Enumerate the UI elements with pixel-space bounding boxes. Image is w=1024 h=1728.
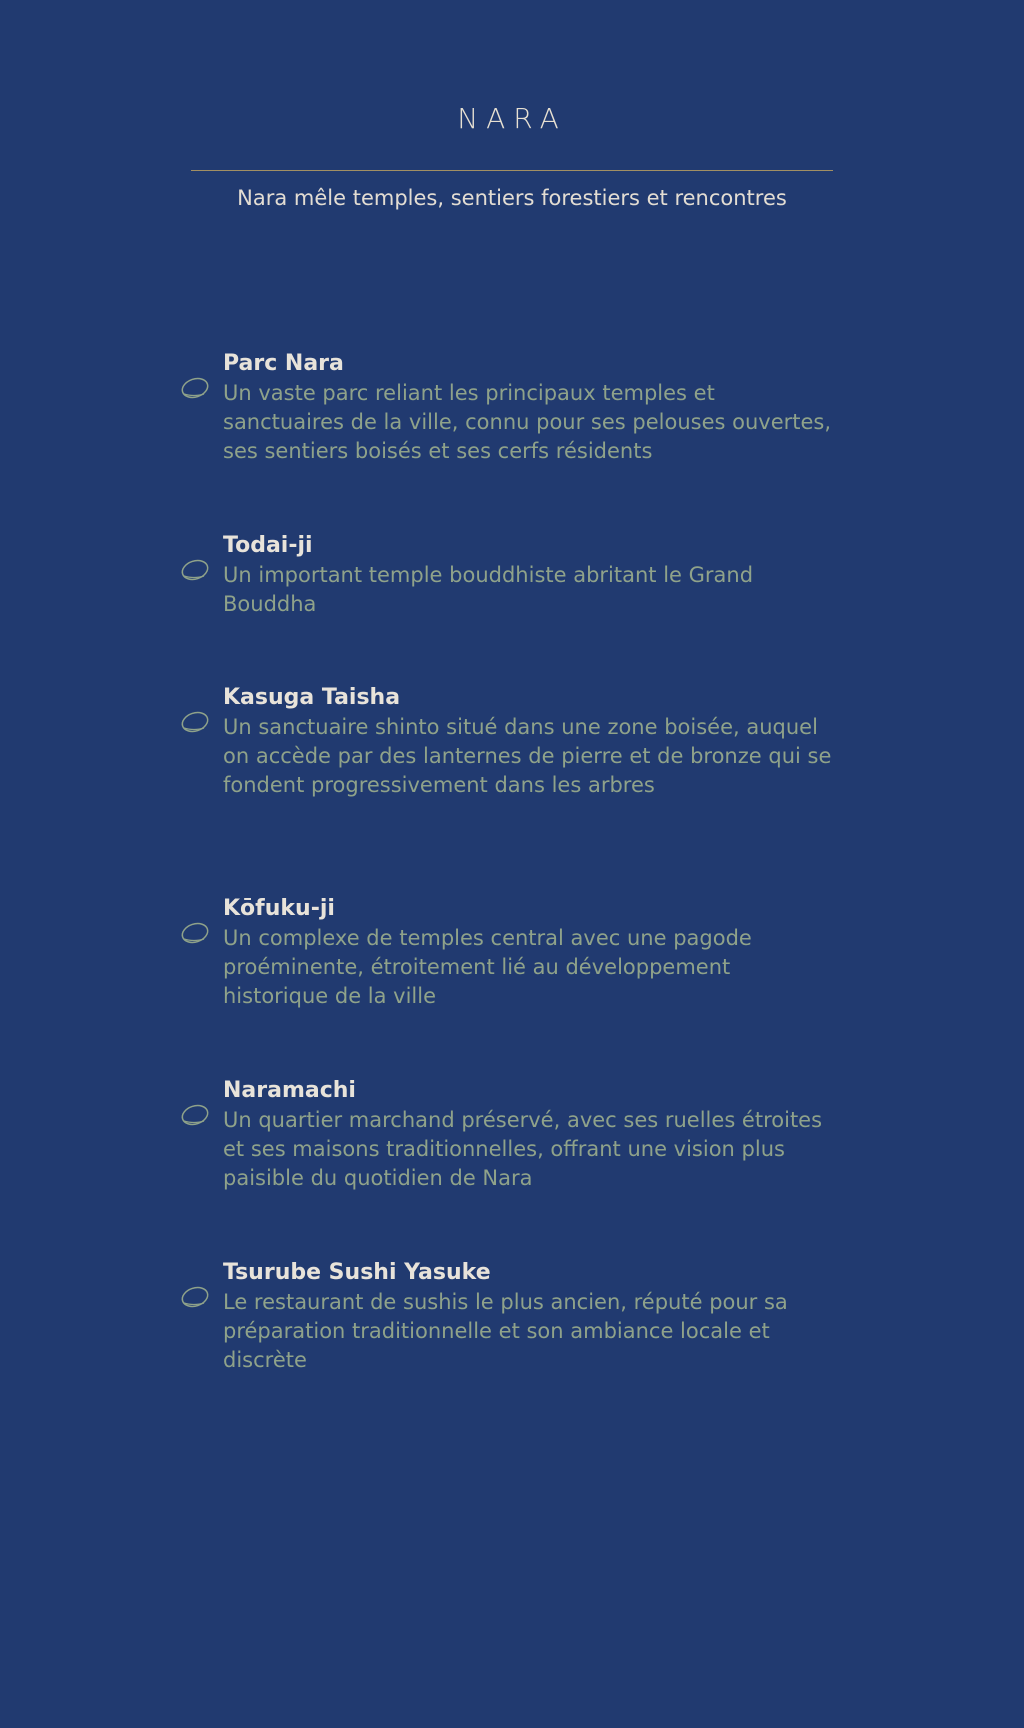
- item-title: Parc Nara: [223, 351, 344, 376]
- page-title: NARA: [457, 102, 567, 135]
- ellipse-bullet-icon: [180, 558, 212, 582]
- item-title: Naramachi: [223, 1078, 356, 1103]
- item-title: Todai-ji: [223, 533, 313, 558]
- title-divider: [191, 170, 833, 171]
- ellipse-bullet-icon: [180, 1285, 212, 1309]
- item-title: Tsurube Sushi Yasuke: [223, 1260, 491, 1285]
- item-description: Un sanctuaire shinto situé dans une zone boisée, auquel on accède par des lanternes de pierre et de bronze qui se fondent progressivement dans les arbres: [223, 715, 832, 797]
- ellipse-bullet-icon: [180, 710, 212, 734]
- item-title: Kasuga Taisha: [223, 685, 401, 710]
- ellipse-bullet-icon: [180, 1103, 212, 1127]
- item-description: Un important temple bouddhiste abritant le Grand Bouddha: [223, 563, 754, 616]
- item-description: Un complexe de temples central avec une pagode proéminente, étroitement lié au développement historique de la ville: [223, 926, 752, 1008]
- ellipse-bullet-icon: [180, 921, 212, 945]
- ellipse-bullet-icon: [180, 376, 212, 400]
- item-description: Le restaurant de sushis le plus ancien, réputé pour sa préparation traditionnelle et son ambiance locale et discrète: [223, 1290, 788, 1372]
- item-description: Un quartier marchand préservé, avec ses ruelles étroites et ses maisons traditionnelles, offrant une vision plus paisible du quotidien de Nara: [223, 1108, 823, 1190]
- page-subtitle: Nara mêle temples, sentiers forestiers et rencontres: [237, 186, 787, 210]
- item-description: Un vaste parc reliant les principaux temples et sanctuaires de la ville, connu pour ses pelouses ouvertes, ses sentiers boisés et ses cerfs résidents: [223, 381, 832, 463]
- item-title: Kōfuku-ji: [223, 896, 335, 921]
